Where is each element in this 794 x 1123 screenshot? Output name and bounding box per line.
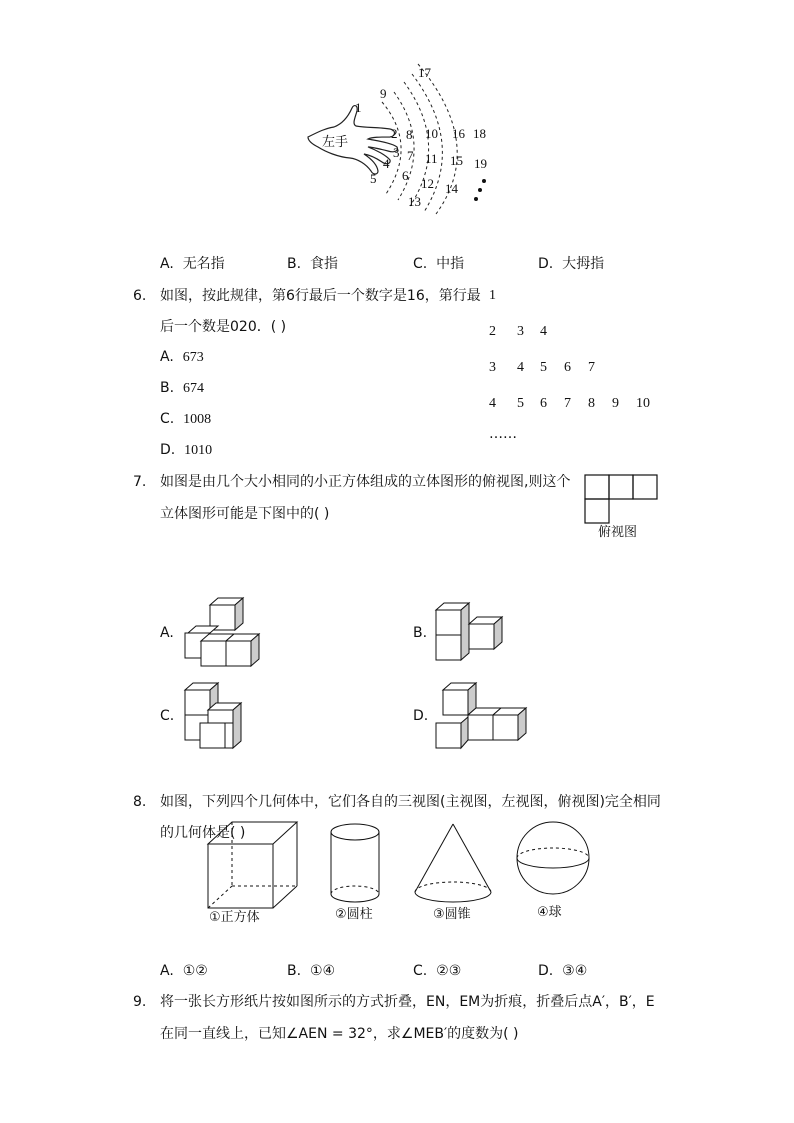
sphere-figure [517, 822, 589, 894]
q9-number: 9. [133, 994, 147, 1010]
q8-number: 8. [133, 794, 147, 810]
q6-stem-line1: 如图，按此规律，第6行最后一个数字是16，第行最 [160, 288, 481, 304]
cone-figure [415, 824, 491, 902]
q6-option-d[interactable] [160, 440, 212, 461]
option-text: ②③ [436, 963, 462, 979]
triangle-cell: 4 [540, 324, 547, 339]
triangle-cell: 1 [489, 288, 496, 303]
solid-label-cylinder: ②圆柱 [335, 907, 373, 922]
triangle-cell: 3 [517, 324, 524, 339]
hand-number: 10 [425, 126, 438, 141]
hand-number: 2 [391, 126, 398, 141]
hand-number: 13 [408, 194, 421, 209]
q8-stem-line2: 的几何体是( ) [160, 825, 246, 841]
triangle-cell: 10 [636, 396, 650, 411]
q8-option-b[interactable] [287, 961, 335, 981]
hand-number: 9 [380, 86, 387, 101]
top-view-label: 俯视图 [598, 525, 638, 540]
option-text: 中指 [436, 256, 465, 272]
hand-number: 8 [406, 127, 413, 142]
triangle-cell: 9 [612, 396, 619, 411]
option-text: 1010 [184, 443, 213, 458]
hand-figure [0, 0, 794, 240]
q7-option-d-figure [433, 680, 553, 760]
option-letter: C. [160, 411, 175, 427]
hand-number: 1 [355, 100, 362, 115]
cylinder-figure [331, 824, 379, 902]
q8-option-c[interactable] [413, 961, 461, 981]
hand-number: 16 [452, 126, 465, 141]
q8-option-a[interactable] [160, 961, 208, 981]
triangle-cell: 2 [489, 324, 496, 339]
option-text: 674 [182, 381, 204, 396]
q5-option-b[interactable] [287, 254, 338, 274]
solid-label-cone: ③圆锥 [433, 907, 471, 922]
q5-option-c[interactable] [413, 254, 464, 274]
q7-option-b-label[interactable]: B. [413, 625, 428, 641]
option-text: 673 [182, 350, 204, 365]
hand-number: 12 [421, 176, 434, 191]
q6-option-a[interactable] [160, 347, 204, 368]
q7-option-d-label[interactable]: D. [413, 708, 429, 724]
q7-option-c-label[interactable]: C. [160, 708, 175, 724]
hand-number: 17 [418, 65, 431, 80]
triangle-cell: 6 [540, 396, 547, 411]
q6-option-c[interactable] [160, 409, 211, 430]
triangle-cell: 4 [517, 360, 524, 375]
hand-number: 4 [383, 156, 390, 171]
hand-number: 7 [407, 148, 414, 163]
option-text: ①② [182, 963, 208, 979]
hand-number: 3 [393, 145, 400, 160]
triangle-cell: 3 [489, 360, 496, 375]
q7-number: 7. [133, 474, 147, 490]
option-text: 大拇指 [562, 256, 605, 272]
option-letter: A. [160, 963, 174, 979]
cube-figure [208, 822, 297, 908]
q7-option-b-figure [433, 598, 543, 678]
q7-stem-line2: 立体图形可能是下图中的( ) [160, 506, 330, 522]
triangle-cell: 7 [564, 396, 571, 411]
q9-stem-line1: 将一张长方形纸片按如图所示的方式折叠，EN，EM为折痕，折叠后点A′，B′，E [160, 994, 655, 1010]
option-letter: D. [538, 963, 554, 979]
triangle-cell: 5 [540, 360, 547, 375]
q5-option-d[interactable] [538, 254, 604, 274]
option-letter: B. [287, 963, 302, 979]
hand-number: 19 [474, 156, 487, 171]
hand-number: 11 [425, 151, 438, 166]
option-letter: B. [287, 256, 302, 272]
option-letter: C. [413, 256, 428, 272]
option-letter: B. [160, 380, 175, 396]
solid-label-cube: ①正方体 [209, 910, 260, 925]
triangle-cell: 5 [517, 396, 524, 411]
triangle-cell: 7 [588, 360, 595, 375]
q8-stem-line1: 如图，下列四个几何体中，它们各自的三视图(主视图，左视图，俯视图)完全相同 [160, 794, 661, 810]
q7-stem-line1: 如图是由几个大小相同的小正方体组成的立体图形的俯视图,则这个 [160, 474, 571, 490]
hand-number: 5 [370, 171, 377, 186]
triangle-cell: 6 [564, 360, 571, 375]
option-text: 食指 [309, 256, 338, 272]
triangle-ellipsis: …… [489, 426, 517, 442]
triangle-cell: 8 [588, 396, 595, 411]
triangle-cell: 4 [489, 396, 496, 411]
hand-number: 15 [450, 153, 463, 168]
q5-option-a[interactable] [160, 254, 225, 274]
option-letter: D. [160, 442, 176, 458]
option-letter: A. [160, 256, 174, 272]
q6-stem-line2: 后一个数是020．( ) [160, 319, 287, 335]
q9-stem-line2: 在同一直线上，已知∠AEN = 32°，求∠MEB′的度数为( ) [160, 1026, 519, 1042]
solid-label-sphere: ④球 [537, 905, 562, 920]
option-text: 1008 [183, 412, 212, 427]
option-letter: D. [538, 256, 554, 272]
hand-number: 6 [402, 168, 409, 183]
q8-option-d[interactable] [538, 961, 587, 981]
option-letter: C. [413, 963, 428, 979]
option-text: ③④ [562, 963, 588, 979]
hand-label: 左手 [322, 135, 349, 150]
q7-option-a-label[interactable]: A. [160, 625, 174, 641]
option-text: ①④ [309, 963, 336, 979]
q6-number: 6. [133, 288, 147, 304]
q6-option-b[interactable] [160, 378, 204, 399]
q7-option-c-figure [180, 680, 290, 760]
option-text: 无名指 [182, 256, 225, 272]
q7-option-a-figure [180, 595, 290, 675]
hand-number: 14 [445, 181, 458, 196]
option-letter: A. [160, 349, 174, 365]
hand-number: 18 [473, 126, 486, 141]
